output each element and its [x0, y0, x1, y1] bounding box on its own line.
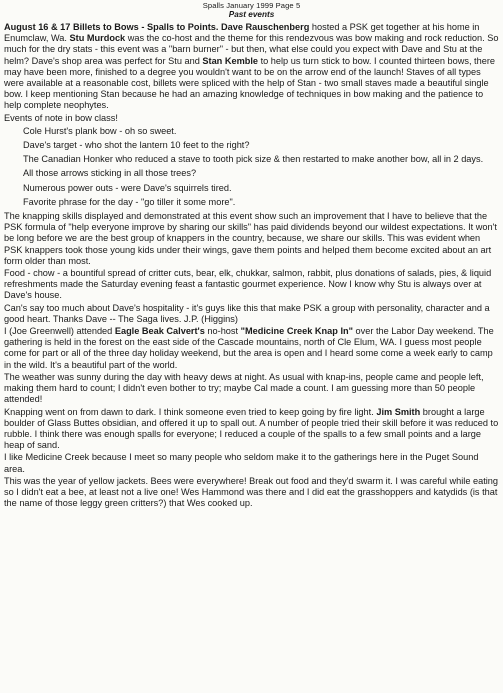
knap-in-name: "Medicine Creek Knap In"	[240, 326, 353, 337]
list-item: Favorite phrase for the day - "go tiller it some more".	[23, 196, 236, 207]
paragraph-food: Food - chow - a bountiful spread of critter cuts, bear, elk, chukkar, salmon, rabbit, plus donations of salads, pies, & liquid refreshments made the Saturday evening feast a fantastic gourmet experience. Now I know why Stu is always over at Dave's house.	[4, 268, 492, 301]
paragraph-billets-to-bows: August 16 & 17 Billets to Bows - Spalls to Points. Dave Rauschenberg hosted a PSK get together at his home in Enumclaw, Wa. Stu Murdock was the co-host and the theme for this rendezvous was bow making and rock reduction. So much for the dry stats - this event was a "barn burner" - but then, what else could you expect with Dave and Stu at the helm? Dave's shop area was perfect for Stu and Stan Kemble to help us turn stick to bow. I counted thirteen bows, there may have been more, finished to a degree you wouldn't want to be on the arrow end of the launch! Staves of all types were available at a reasonable cost, billets were spliced with the help of Stan - two small staves made a beautiful single bow. I keep mentioning Stan because he had an amazing knowledge of techniques in bow making and the patience to help complete neophytes.	[4, 22, 499, 111]
running-head: Spalls January 1999 Page 5	[202, 1, 301, 10]
host-name: Dave Rauschenberg	[220, 22, 310, 32]
notes-list	[23, 126, 499, 208]
paragraph-medicine-creek-people: I like Medicine Creek because I meet so many people who seldom make it to the gatherings here in the Puget Sound area.	[4, 452, 479, 474]
jim-smith-name: Jim Smith	[376, 406, 421, 417]
paragraph-knapping-skills: The knapping skills displayed and demonstrated at this event show such an improvement that I have to believe that the PSK formula of "help everyone improve by sharing our skills" has paid dividends beyond our wildest expectations. It won't be long before we are the best group of knappers in the country, because, we share our skills. This was evident when PSK knappers took those young kids under their wings, gave them points and helped them become excited about an art form older than most.	[4, 211, 497, 266]
section-title: Past events	[228, 10, 275, 19]
stan-name: Stan Kemble	[202, 55, 259, 66]
event-date: August 16 & 17	[4, 22, 71, 32]
list-item: All those arrows sticking in all those trees?	[23, 168, 197, 179]
paragraph-yellow-jackets: This was the year of yellow jackets. Bees were everywhere! Break out food and they'd swarm it. I was careful while eating so I didn't eat a bee, at least not a live one! Wes Hammond was there and I did eat the grasshoppers and katydids (is that the name of those leggy green critters?) that Wes cooked up.	[4, 475, 499, 509]
list-item: Dave's target - who shot the lantern 10 feet to the right?	[23, 140, 250, 151]
calvert-name: Eagle Beak Calvert's	[114, 326, 205, 337]
paragraph-medicine-creek: I (Joe Greenwell) attended Eagle Beak Calvert's no-host "Medicine Creek Knap In" over the Labor Day weekend. The gathering is held in the forest on the east side of the Cascade mountains, north of Cle Elum, WA. I guess most people come for part or all of the three day holiday weekend, but the area is open and I heard some come a week early to camp in the wild. It's a beautiful part of the world.	[4, 326, 494, 370]
list-item: The Canadian Honker who reduced a stave to tooth pick size & then restarted to make another bow, all in 2 days.	[23, 154, 484, 165]
notes-intro: Events of note in bow class!	[4, 112, 118, 123]
event-title: Billets to Bows - Spalls to Points.	[72, 22, 219, 32]
list-item: Numerous power outs - were Dave's squirrels tired.	[23, 182, 232, 193]
cohost-name: Stu Murdock	[69, 33, 126, 44]
paragraph-knapping-dawn: Knapping went on from dawn to dark. I think someone even tried to keep going by fire light. Jim Smith brought a large boulder of Glass Buttes obsidian, and offered it up to spall out. A number of people tried their skill before it was reduced to rubble. I think there was enough spalls for everyone; I reduced a couple of the spalls to a few small points and a large heap of sand.	[4, 406, 499, 451]
paragraph-weather: The weather was sunny during the day with heavy dews at night. As usual with knap-ins, people came and people left, making them hard to count; I didn't even bother to try; maybe Cal made a count. I am guessing more than 50 people attended!	[4, 371, 484, 405]
paragraph-hospitality: Can's say too much about Dave's hospitality - it's guys like this that make PSK a group with personality, character and a good heart. Thanks Dave -- The Saga lives. J.P. (Higgins)	[4, 302, 490, 324]
article-body	[4, 22, 499, 509]
list-item: Cole Hurst's plank bow - oh so sweet.	[23, 125, 177, 136]
